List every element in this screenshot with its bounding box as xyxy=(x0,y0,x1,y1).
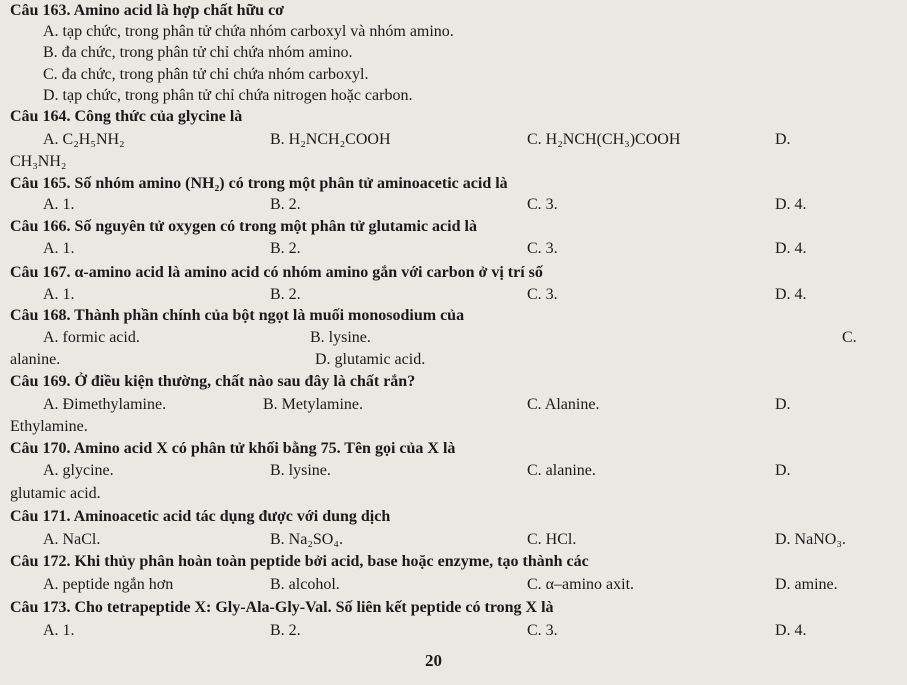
question-168-stem: Câu 168. Thành phần chính của bột ngọt là muối monosodium của xyxy=(10,307,465,324)
q165-option-a: A. 1. xyxy=(43,196,75,213)
q167-option-a: A. 1. xyxy=(43,286,75,303)
q165-option-d: D. 4. xyxy=(775,196,807,213)
q169-option-b: B. Metylamine. xyxy=(263,396,363,413)
q168-option-a: A. formic acid. xyxy=(43,329,140,346)
question-173-stem: Câu 173. Cho tetrapeptide X: Gly-Ala-Gly-Val. Số liên kết peptide có trong X là xyxy=(10,599,554,616)
q166-option-a: A. 1. xyxy=(43,240,75,257)
q173-option-a: A. 1. xyxy=(43,622,75,639)
q170-option-d-continued: glutamic acid. xyxy=(10,485,101,502)
q168-option-c: C. xyxy=(842,329,857,346)
q166-option-c: C. 3. xyxy=(527,240,558,257)
q173-option-c: C. 3. xyxy=(527,622,558,639)
q163-option-d: D. tạp chức, trong phân tử chỉ chứa nitrogen hoặc carbon. xyxy=(43,87,413,104)
question-169-stem: Câu 169. Ở điều kiện thường, chất nào sau đây là chất rắn? xyxy=(10,373,416,390)
q164-option-d: D. xyxy=(775,131,791,148)
q171-option-a: A. NaCl. xyxy=(43,531,101,548)
q172-option-b: B. alcohol. xyxy=(270,576,340,593)
q164-option-b: B. H₂NCH₂COOH xyxy=(270,131,391,148)
q170-option-d: D. xyxy=(775,462,791,479)
q164-option-c: C. H₂NCH(CH₃)COOH xyxy=(527,131,681,148)
question-165-stem: Câu 165. Số nhóm amino (NH₂) có trong một phân tử aminoacetic acid là xyxy=(10,175,508,192)
question-164-stem: Câu 164. Công thức của glycine là xyxy=(10,108,243,125)
q165-option-c: C. 3. xyxy=(527,196,558,213)
q168-option-c-continued: alanine. xyxy=(10,351,61,368)
q168-option-b: B. lysine. xyxy=(310,329,371,346)
q173-option-d: D. 4. xyxy=(775,622,807,639)
q164-option-d-continued: CH₃NH₂ xyxy=(10,153,67,170)
question-163-stem: Câu 163. Amino acid là hợp chất hữu cơ xyxy=(10,2,285,19)
question-171-stem: Câu 171. Aminoacetic acid tác dụng được với dung dịch xyxy=(10,508,391,525)
q165-option-b: B. 2. xyxy=(270,196,301,213)
q171-option-b: B. Na₂SO₄. xyxy=(270,531,343,548)
question-167-stem: Câu 167. α-amino acid là amino acid có nhóm amino gắn với carbon ở vị trí số xyxy=(10,264,543,281)
q169-option-d-continued: Ethylamine. xyxy=(10,418,88,435)
q171-option-c: C. HCl. xyxy=(527,531,577,548)
q163-option-b: B. đa chức, trong phân tử chỉ chứa nhóm amino. xyxy=(43,44,353,61)
question-172-stem: Câu 172. Khi thủy phân hoàn toàn peptide bởi acid, base hoặc enzyme, tạo thành các xyxy=(10,553,589,570)
q168-option-d: D. glutamic acid. xyxy=(315,351,426,368)
q167-option-d: D. 4. xyxy=(775,286,807,303)
q169-option-a: A. Đimethylamine. xyxy=(43,396,167,413)
q172-option-d: D. amine. xyxy=(775,576,838,593)
q172-option-a: A. peptide ngắn hơn xyxy=(43,576,174,593)
question-170-stem: Câu 170. Amino acid X có phân tử khối bằng 75. Tên gọi của X là xyxy=(10,440,456,457)
q166-option-d: D. 4. xyxy=(775,240,807,257)
q171-option-d: D. NaNO₃. xyxy=(775,531,846,548)
page-number: 20 xyxy=(425,651,442,670)
q169-option-c: C. Alanine. xyxy=(527,396,600,413)
q170-option-a: A. glycine. xyxy=(43,462,114,479)
q163-option-a: A. tạp chức, trong phân tử chứa nhóm carboxyl và nhóm amino. xyxy=(43,23,454,40)
q169-option-d: D. xyxy=(775,396,791,413)
q163-option-c: C. đa chức, trong phân tử chỉ chứa nhóm carboxyl. xyxy=(43,66,369,83)
q170-option-b: B. lysine. xyxy=(270,462,331,479)
q170-option-c: C. alanine. xyxy=(527,462,596,479)
q172-option-c: C. α–amino axit. xyxy=(527,576,635,593)
question-166-stem: Câu 166. Số nguyên tử oxygen có trong một phân tử glutamic acid là xyxy=(10,218,477,235)
q173-option-b: B. 2. xyxy=(270,622,301,639)
q166-option-b: B. 2. xyxy=(270,240,301,257)
q164-option-a: A. C₂H₅NH₂ xyxy=(43,131,125,148)
q167-option-b: B. 2. xyxy=(270,286,301,303)
q167-option-c: C. 3. xyxy=(527,286,558,303)
